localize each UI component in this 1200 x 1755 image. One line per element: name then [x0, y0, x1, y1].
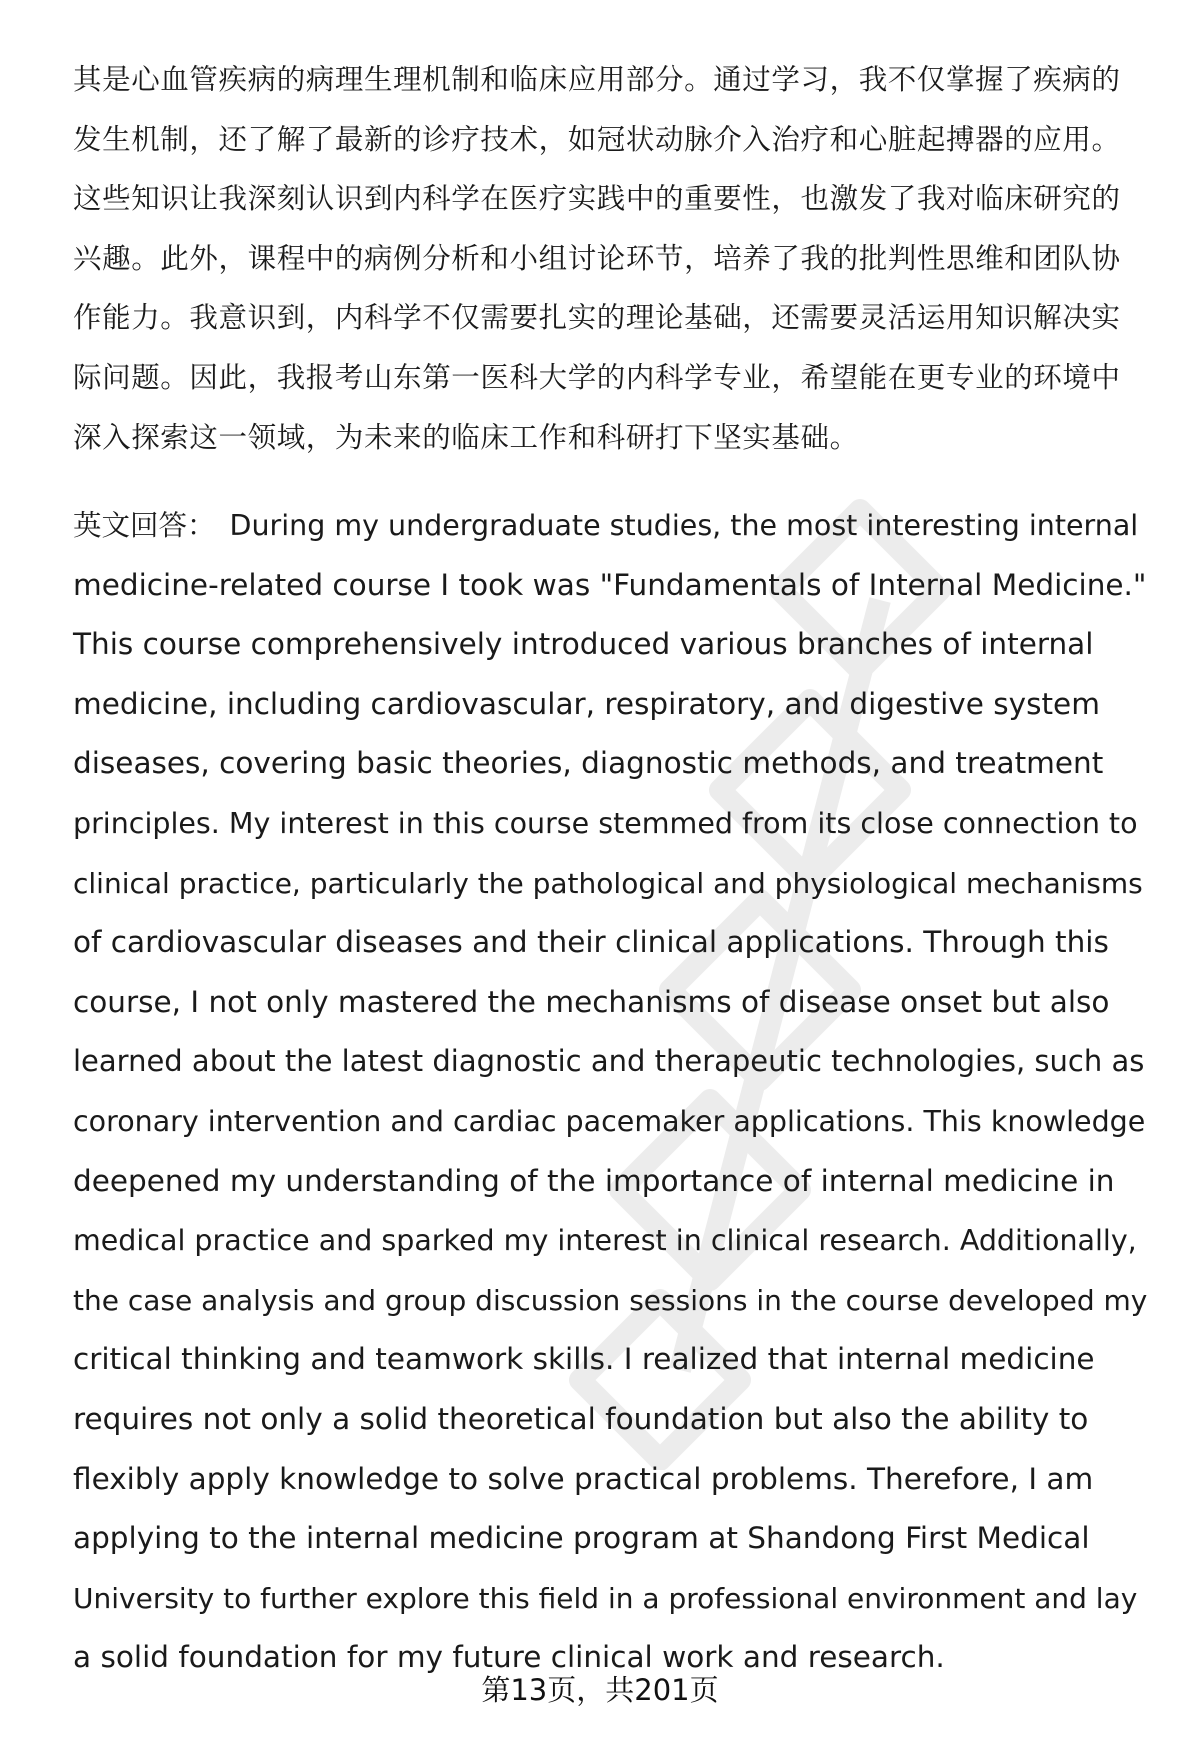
- english-line: clinical practice, particularly the pathological and physiological mechanisms: [73, 866, 1143, 900]
- page-number-footer: 第13页，共201页: [481, 1673, 719, 1707]
- chinese-line: 这些知识让我深刻认识到内科学在医疗实践中的重要性，也激发了我对临床研究的: [73, 182, 1121, 216]
- english-line: requires not only a solid theoretical foundation but also the ability to: [73, 1401, 1089, 1436]
- chinese-line: 发生机制，还了解了最新的诊疗技术，如冠状动脉介入治疗和心脏起搏器的应用。: [73, 122, 1121, 156]
- english-line: a solid foundation for my future clinical work and research.: [73, 1640, 945, 1675]
- english-line: During my undergraduate studies, the most interesting internal: [229, 509, 1139, 542]
- english-line: critical thinking and teamwork skills. I realized that internal medicine: [73, 1342, 1095, 1377]
- english-line: of cardiovascular diseases and their clinical applications. Through this: [73, 925, 1109, 960]
- english-line: medical practice and sparked my interest in clinical research. Additionally,: [73, 1224, 1137, 1258]
- english-answer: [73, 496, 1153, 1688]
- english-line: This course comprehensively introduced various branches of internal: [73, 627, 1094, 662]
- chinese-line: 作能力。我意识到，内科学不仅需要扎实的理论基础，还需要灵活运用知识解决实: [73, 301, 1121, 335]
- english-answer-label: 英文回答：: [73, 509, 216, 542]
- chinese-line: 兴趣。此外，课程中的病例分析和小组讨论环节，培养了我的批判性思维和团队协: [73, 241, 1121, 275]
- english-line: applying to the internal medicine program at Shandong First Medical: [73, 1521, 1090, 1556]
- english-line: deepened my understanding of the importance of internal medicine in: [73, 1163, 1115, 1198]
- english-line: University to further explore this field in a professional environment and lay: [73, 1581, 1138, 1615]
- english-line: medicine, including cardiovascular, respiratory, and digestive system: [73, 686, 1100, 721]
- english-line: coronary intervention and cardiac pacemaker applications. This knowledge: [73, 1104, 1146, 1138]
- chinese-line: 际问题。因此，我报考山东第一医科大学的内科学专业，希望能在更专业的环境中: [73, 360, 1121, 394]
- chinese-answer-continuation: [73, 50, 1153, 467]
- english-line: the case analysis and group discussion sessions in the course developed my: [73, 1283, 1148, 1317]
- english-line: learned about the latest diagnostic and therapeutic technologies, such as: [73, 1044, 1145, 1079]
- english-line: course, I not only mastered the mechanisms of disease onset but also: [73, 984, 1110, 1019]
- chinese-line: 深入探索这一领域，为未来的临床工作和科研打下坚实基础。: [73, 420, 859, 454]
- chinese-line: 其是心血管疾病的病理生理机制和临床应用部分。通过学习，我不仅掌握了疾病的: [73, 63, 1121, 96]
- english-line: flexibly apply knowledge to solve practical problems. Therefore, I am: [73, 1461, 1094, 1496]
- english-line: medicine-related course I took was "Fundamentals of Internal Medicine.": [73, 567, 1147, 602]
- english-line: principles. My interest in this course stemmed from its close connection to: [73, 806, 1138, 840]
- english-line: diseases, covering basic theories, diagnostic methods, and treatment: [73, 746, 1104, 781]
- english-line-first: [73, 496, 1153, 556]
